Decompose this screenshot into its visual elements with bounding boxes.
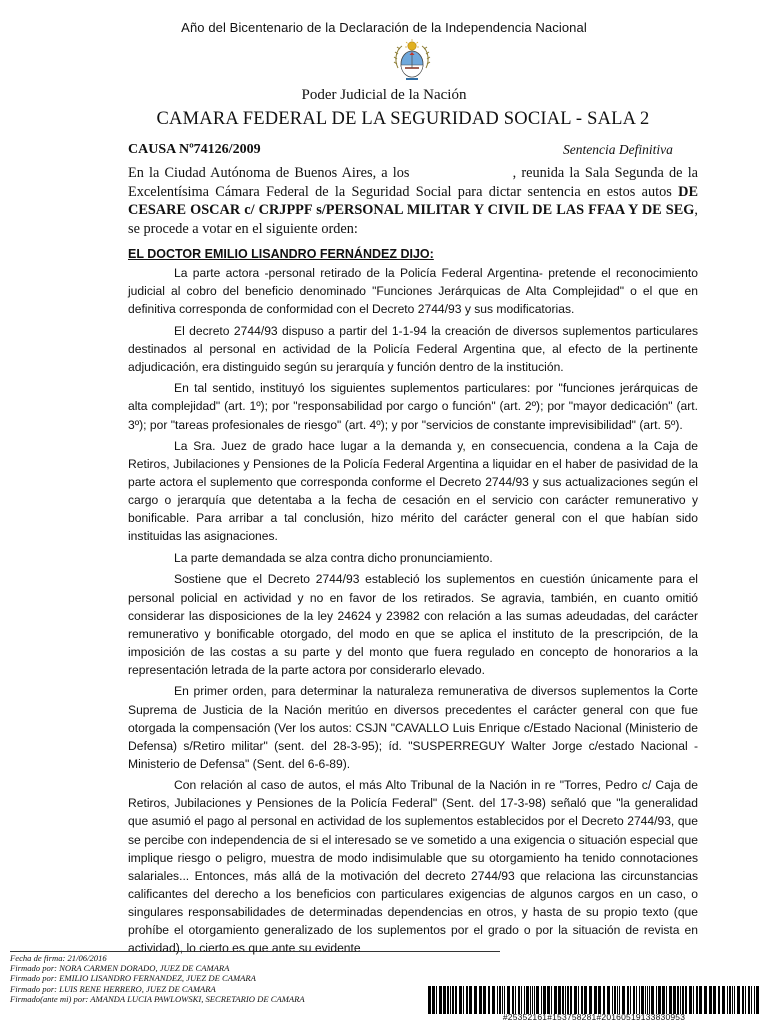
barcode-bar <box>488 986 490 1014</box>
barcode-bar <box>630 986 631 1014</box>
barcode-bar <box>479 986 482 1014</box>
barcode-bar <box>622 986 625 1014</box>
barcode-bar <box>499 986 501 1014</box>
barcode-bar <box>734 986 735 1014</box>
barcode-bar <box>647 986 648 1014</box>
barcode-bar <box>639 986 640 1014</box>
barcode-bar <box>682 986 684 1014</box>
barcode-bar <box>565 986 566 1014</box>
barcode-bar <box>696 986 698 1014</box>
barcode-bar <box>474 986 477 1014</box>
vote-body <box>128 264 698 961</box>
case-parties: DE CESARE OSCAR c/ CRJPPF s/PERSONAL MILITAR Y CIVIL DE LAS FFAA Y DE SEG <box>128 183 698 218</box>
barcode-bar <box>459 986 462 1014</box>
barcode-bar <box>636 986 637 1014</box>
barcode-bar <box>532 986 533 1014</box>
signature-line: Firmado por: EMILIO LISANDRO FERNANDEZ, JUEZ DE CAMARA <box>10 973 256 984</box>
barcode-bar <box>645 986 646 1014</box>
barcode-bar <box>526 986 529 1014</box>
barcode-bar <box>748 986 750 1014</box>
barcode-bar <box>754 986 755 1014</box>
barcode-bar <box>541 986 542 1014</box>
barcode-bar <box>558 986 561 1014</box>
intro-post: , reunida la Sala Segunda de la Excelentísima Cámara Federal de la Seguridad Social para dictar sentencia en estos autos <box>128 165 699 200</box>
barcode-bar <box>497 986 498 1014</box>
barcode-bar <box>581 986 583 1014</box>
barcode-bar <box>722 986 725 1014</box>
body-paragraph: En tal sentido, instituyó los siguientes suplementos particulares: por "funciones jerárquicas de alta complejidad" (art. 1º); por "responsabilidad por cargo o función" (art. 2º); por "mayor dedicación" (art. 3º); por "tareas profesionales de riesgo" (art. 4º); y por "servicios de constante imprevisibilidad" (art. 5º). <box>128 381 698 432</box>
barcode-bar <box>718 986 720 1014</box>
barcode-bar <box>641 986 644 1014</box>
barcode-bar <box>732 986 733 1014</box>
barcode-bar <box>737 986 740 1014</box>
barcode-bar <box>483 986 486 1014</box>
barcode-bar <box>515 986 516 1014</box>
barcode-bar <box>578 986 579 1014</box>
body-paragraph: Con relación al caso de autos, el más Alto Tribunal de la Nación in re "Torres, Pedro c/ Caja de Retiros, Jubilaciones y Pensiones de la Policía Federal" (Sent. del 17-3-98) señaló que "la generalidad que asumió el pago al personal en actividad de los suplementos establecidos por el Decreto 2744/93, que se percibe con independencia de si el interesado se ve sometido a una exigencia o situación especial que implique riesgo o peligro, muestra de modo indisimulable que su otorgamiento ha tenido connotaciones salariales... Entonces, más allá de la motivación del decreto 2744/93 que relaciona las circunstancias calificantes del derecho a los beneficios con particulares exigencias de algunos cargos en un caso, o singulares responsabilidades de determinadas dependencias en otros, y hasta de su propio texto (que prohíbe el otorgamiento generalizado de los suplementos por el grado o por la situación de revista en actividad), lo cierto es que ante su evidente <box>128 778 698 956</box>
barcode-bar <box>673 986 676 1014</box>
barcode-bar <box>455 986 457 1014</box>
barcode-number: #25352161#153758281#20160519133830953 <box>502 1012 686 1022</box>
bicentenario-header: Año del Bicentenario de la Declaración de la Independencia Nacional <box>181 20 587 35</box>
barcode-bar <box>669 986 672 1014</box>
camara-title: CAMARA FEDERAL DE LA SEGURIDAD SOCIAL - SALA 2 <box>156 109 650 129</box>
barcode-bar <box>543 986 546 1014</box>
barcode-bar <box>463 986 464 1014</box>
signature-line: Firmado(ante mi) por: AMANDA LUCIA PAWLOWSKI, SECRETARIO DE CAMARA <box>10 993 305 1004</box>
barcode-bar <box>432 986 435 1014</box>
body-paragraph: La Sra. Juez de grado hace lugar a la demanda y, en consecuencia, condena a la Caja de Retiros, Jubilaciones y Pensiones de la Policía Federal Argentina a liquidar en el haber de pasividad de la parte actora el suplemento que corresponda conforme el Decreto 2744/93 y sus actualizaciones según el cargo o jerarquía que detentaba a la fecha de cesación en el servicio con carácter remunerativo y bonificable. Para arribar a tal conclusión, hizo mérito del carácter general con el que habían sido instituidas las asignaciones. <box>128 439 698 544</box>
barcode-bar <box>574 986 577 1014</box>
barcode-bar <box>666 986 667 1014</box>
signature-date: Fecha de firma: 21/06/2016 <box>10 953 107 963</box>
barcode-bar <box>447 986 449 1014</box>
barcode-bar <box>443 986 446 1014</box>
barcode-bar <box>452 986 454 1014</box>
barcode-bar <box>699 986 702 1014</box>
barcode-bar <box>492 986 495 1014</box>
barcode-bar <box>594 986 597 1014</box>
barcode-bar <box>521 986 522 1014</box>
barcode-bar <box>614 986 616 1014</box>
signature-line: Firmado por: LUIS RENE HERRERO, JUEZ DE CAMARA <box>10 983 216 994</box>
barcode-bar <box>551 986 552 1014</box>
barcode-bar <box>727 986 728 1014</box>
sentence-type: Sentencia Definitiva <box>563 142 673 157</box>
barcode-bar <box>680 986 681 1014</box>
barcode-bar <box>547 986 550 1014</box>
barcode-bar <box>504 986 505 1014</box>
barcode-bar <box>709 986 712 1014</box>
barcode-bar <box>534 986 535 1014</box>
signature-line: Firmado por: NORA CARMEN DORADO, JUEZ DE CAMARA <box>10 963 230 974</box>
barcode-bar <box>507 986 510 1014</box>
barcode-bar <box>713 986 716 1014</box>
barcode-bar <box>756 986 759 1014</box>
barcode-bar <box>512 986 514 1014</box>
barcode-bar <box>469 986 472 1014</box>
intro-end: , se procede a votar en el siguiente orden: <box>128 202 698 237</box>
barcode-bar <box>685 986 687 1014</box>
barcode-bar <box>742 986 744 1014</box>
barcode-bar <box>502 986 503 1014</box>
barcode-bar <box>524 986 525 1014</box>
barcode-bar <box>745 986 746 1014</box>
barcode-bar <box>536 986 539 1014</box>
barcode-bar <box>530 986 531 1014</box>
barcode-bar <box>704 986 707 1014</box>
barcode-bar <box>633 986 635 1014</box>
barcode-bar <box>518 986 520 1014</box>
barcode-bar <box>617 986 618 1014</box>
barcode-bar <box>428 986 431 1014</box>
body-paragraph: En primer orden, para determinar la naturaleza remunerativa de diversos suplementos la Corte Suprema de Justicia de la Nación meritúo en diversos precedentes el carácter general con que fue otorgada la compensación (Ver los autos: CSJN "CAVALLO Luis Enrique c/Estado Nacional (Ministerio de Defensa) s/Retiro militar" (sent. del 28-3-95); íd. "SUSPERREGUY Walter Jorge c/estado Nacional -Ministerio de Defensa" (Sent. del 6-6-89). <box>128 684 698 771</box>
barcode-bar <box>658 986 661 1014</box>
barcode-bar <box>729 986 731 1014</box>
barcode-bar <box>677 986 679 1014</box>
barcode-bar <box>651 986 654 1014</box>
barcode-bar <box>570 986 572 1014</box>
barcode-bar <box>598 986 601 1014</box>
barcode-bar <box>584 986 587 1014</box>
barcode-bar <box>751 986 752 1014</box>
barcode-bar <box>607 986 610 1014</box>
barcode-bar <box>612 986 613 1014</box>
barcode <box>428 986 760 1014</box>
barcode-bar <box>656 986 657 1014</box>
body-paragraph: La parte demandada se alza contra dicho pronunciamiento. <box>174 550 493 565</box>
body-paragraph: La parte actora -personal retirado de la Policía Federal Argentina- pretende el reconocimiento judicial al cobro del beneficio denominado "Funciones Jerárquicas de Alta Complejidad" o el que en definitiva corresponda de conformidad con el Decreto 2744/93 y sus modificatorias. <box>128 266 698 317</box>
argentine-coat-of-arms-icon <box>392 38 432 84</box>
barcode-bar <box>603 986 605 1014</box>
body-paragraph: Sostiene que el Decreto 2744/93 estableció los suplementos en cuestión únicamente para el personal policial en actividad y no en favor de los retirados. Se agravia, también, en cuanto omitió considerar las disposiciones de la ley 24624 y 23982 con relación a las sumas adeudadas, del carácter remunerativo y bonificable otorgado, del modo en que se aplica el instituto de la prescripción, de la imposición de las costas a su parte y del monto que fuera regulado en concepto de honorarios a la representación letrada de la parte actora por considerarlo elevado. <box>128 572 698 677</box>
barcode-bar <box>689 986 692 1014</box>
barcode-bar <box>589 986 592 1014</box>
barcode-bar <box>567 986 569 1014</box>
intro-paragraph <box>128 164 698 238</box>
barcode-bar <box>554 986 557 1014</box>
barcode-bar <box>562 986 564 1014</box>
barcode-bar <box>619 986 620 1014</box>
barcode-bar <box>693 986 694 1014</box>
body-paragraph: El decreto 2744/93 dispuso a partir del 1-1-94 la creación de diversos suplementos particulares destinados al personal en actividad de la Policía Federal Argentina que, al efecto de la pertinente adjudicación, era distinguido según su jerarquía y función dentro de la institución. <box>128 323 698 374</box>
poder-judicial-title: Poder Judicial de la Nación <box>301 87 467 103</box>
date-blank <box>410 165 513 181</box>
barcode-bar <box>436 986 437 1014</box>
intro-pre: En la Ciudad Autónoma de Buenos Aires, a los <box>128 165 410 181</box>
barcode-bar <box>466 986 468 1014</box>
barcode-bar <box>627 986 629 1014</box>
barcode-bar <box>662 986 665 1014</box>
signature-divider <box>10 951 500 952</box>
case-number: CAUSA Nº74126/2009 <box>128 142 261 157</box>
barcode-bar <box>450 986 451 1014</box>
barcode-bar <box>649 986 650 1014</box>
barcode-bar <box>439 986 442 1014</box>
vote-heading: EL DOCTOR EMILIO LISANDRO FERNÁNDEZ DIJO: <box>128 247 434 261</box>
